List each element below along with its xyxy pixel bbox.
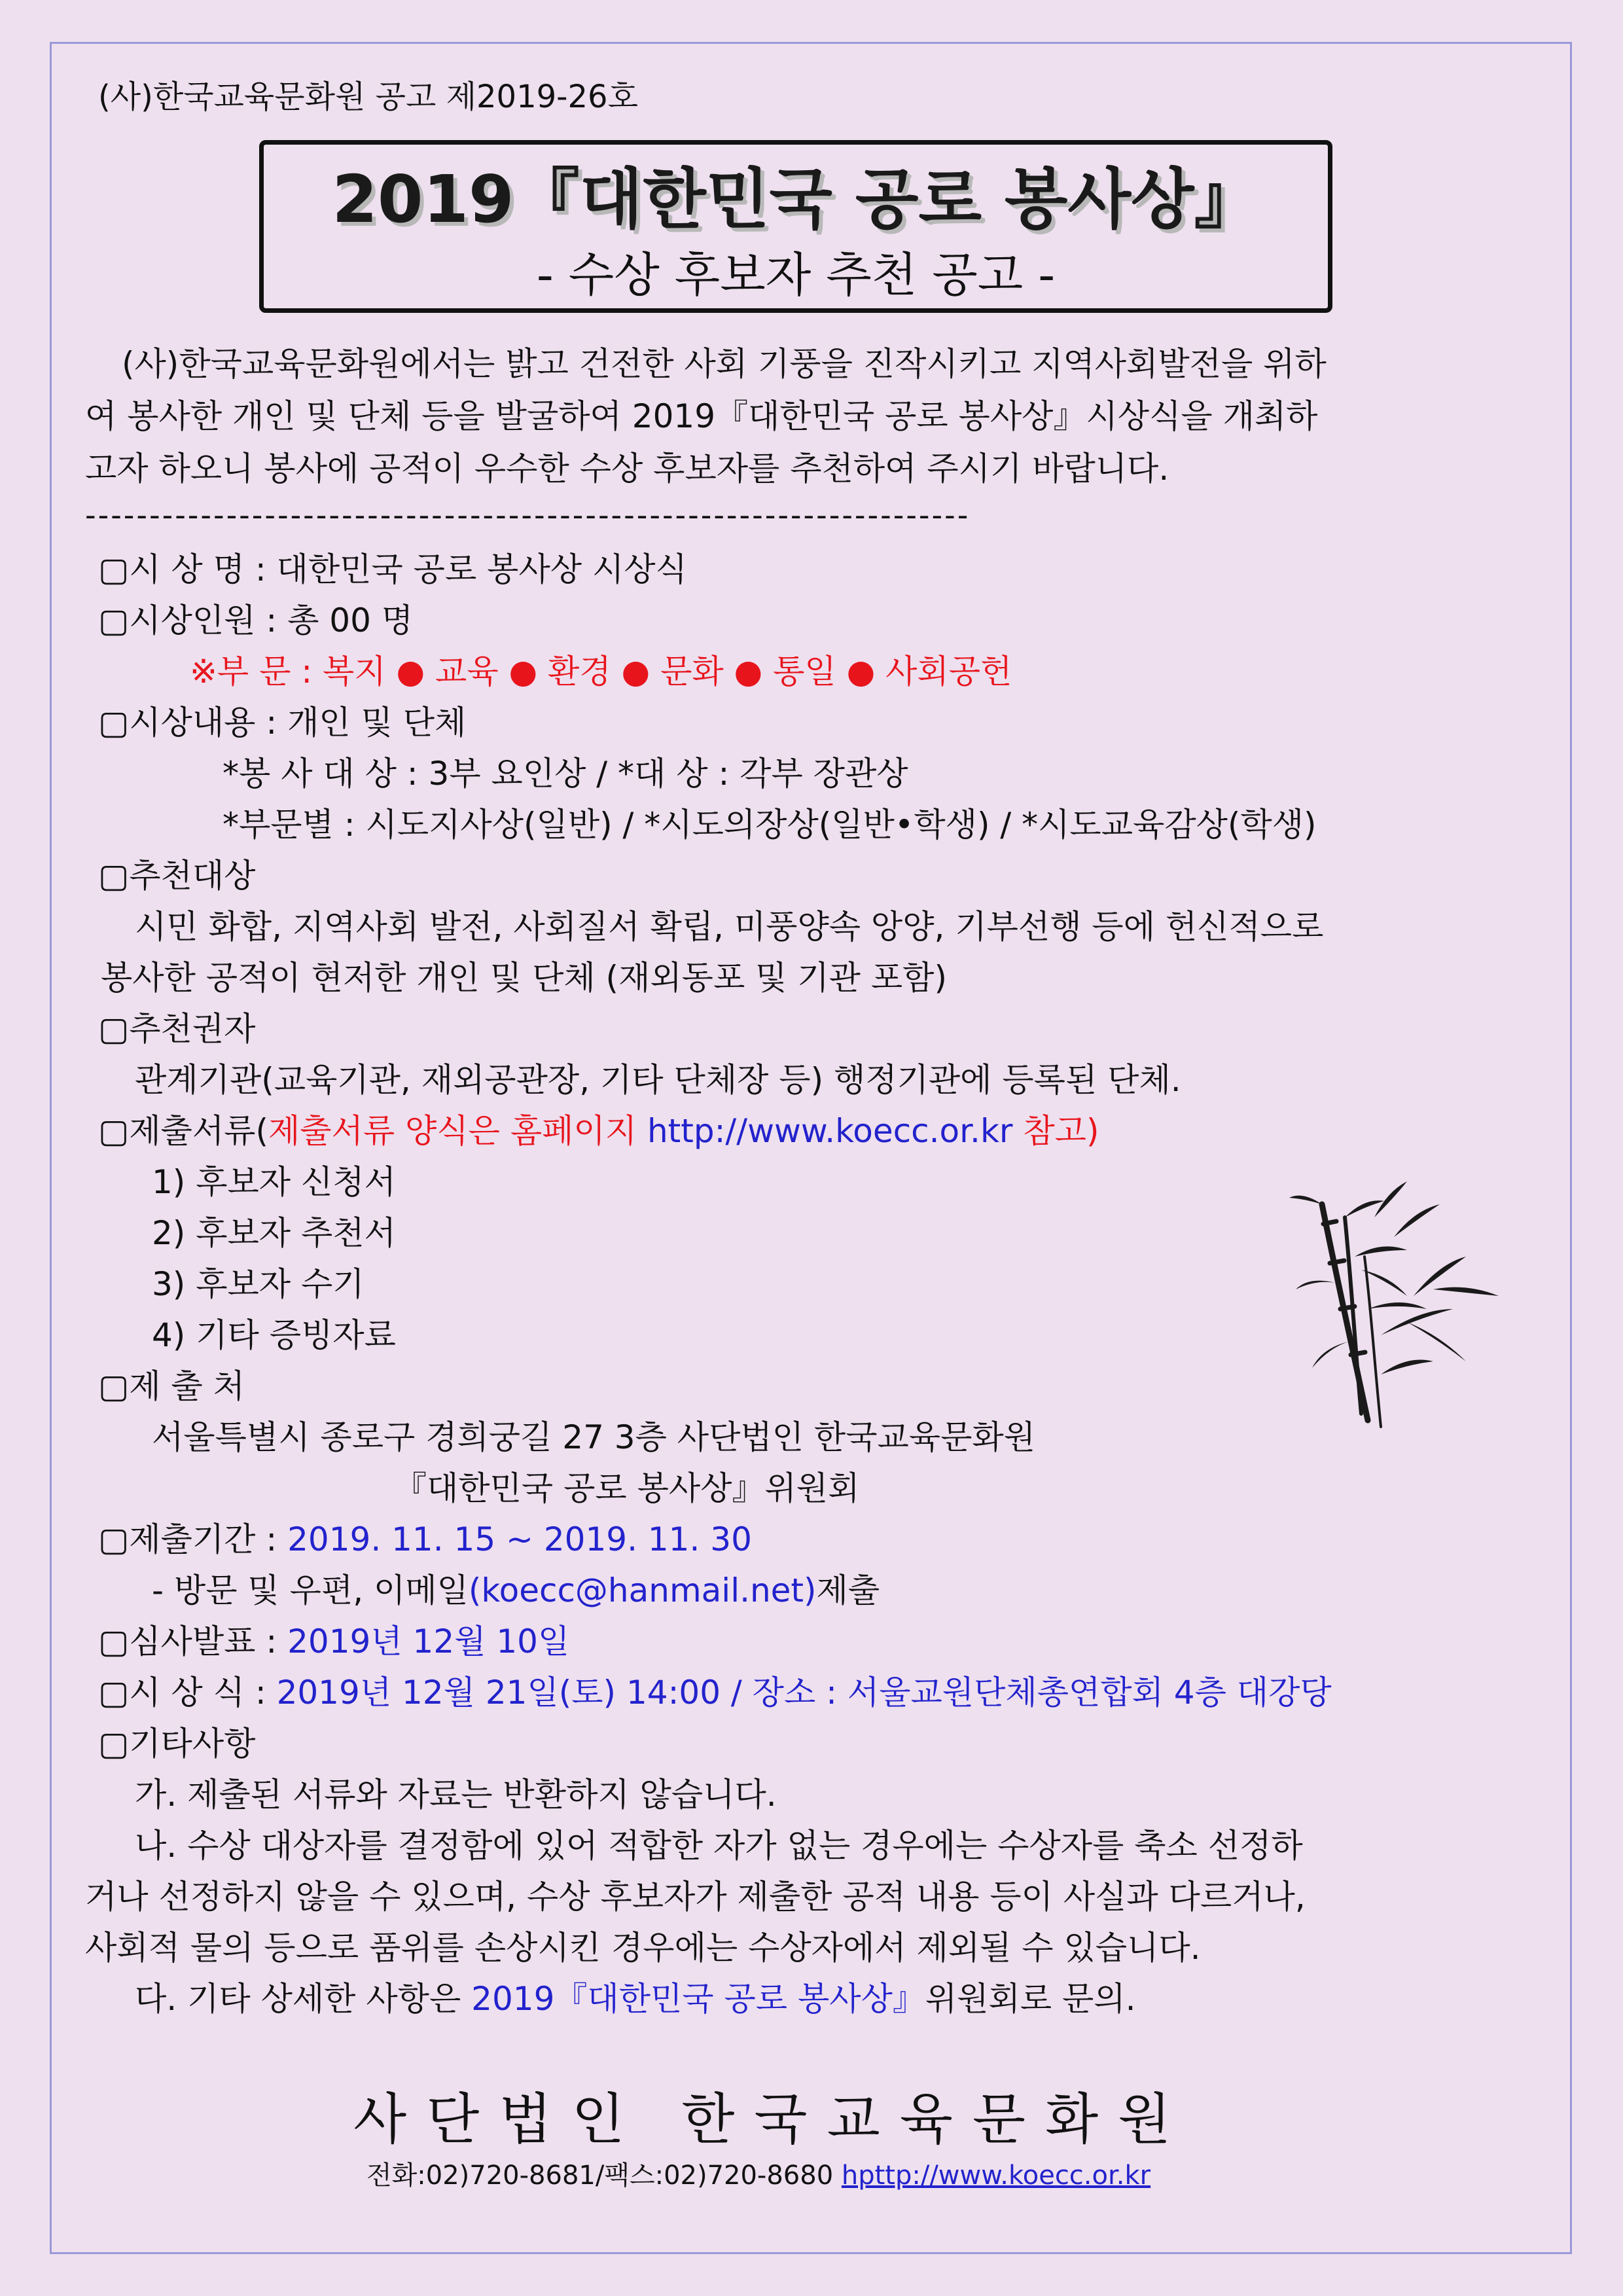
misc-c-suffix: 위원회로 문의. [925, 1980, 1136, 2018]
misc-c-award: 2019『대한민국 공로 봉사상』 [471, 1980, 925, 2018]
award-count: ▢시상인원 : 총 00 명 [98, 601, 414, 639]
misc-item-a: 가. 제출된 서류와 자료는 반환하지 않습니다. [135, 1776, 777, 1814]
misc-item-c [135, 1979, 1136, 2018]
eligibility-heading: ▢추천대상 [98, 857, 256, 895]
misc-item-b: 거나 선정하지 않을 수 있으며, 수상 후보자가 제출한 공적 내용 등이 사실과 다르거나, [85, 1878, 1306, 1916]
organization-signature: 사단법인 한국교육문화원 [353, 2087, 1191, 2151]
announcement-label: ▢심사발표 : [98, 1623, 288, 1660]
contact-info: 전화:02)720-8681/팩스:02)720-8680 [366, 2161, 842, 2191]
homepage-link[interactable]: http://www.koecc.or.kr [647, 1112, 1013, 1150]
documents-heading [98, 1111, 1099, 1151]
footer-homepage-link[interactable]: hpttp://www.koecc.or.kr [841, 2161, 1151, 2191]
title-box [259, 140, 1332, 313]
ceremony-value: 2019년 12월 21일(토) 14:00 / 장소 : 서울교원단체총연합회 4층 대강당 [276, 1674, 1332, 1712]
award-contents-line: *봉 사 대 상 : 3부 요인상 / *대 상 : 각부 장관상 [223, 755, 908, 793]
award-contents-line: *부문별 : 시도지사상(일반) / *시도의장상(일반•학생) / *시도교육감상(학생) [223, 806, 1317, 844]
divider: --------------------------------------------------------------------- [85, 497, 971, 533]
method-prefix: - 방문 및 우편, 이메일 [152, 1571, 469, 1609]
document-item: 3) 후보자 수기 [152, 1265, 365, 1303]
submit-address: 서울특별시 종로구 경희궁길 27 3층 사단법인 한국교육문화원 [152, 1418, 1035, 1456]
notice-number: (사)한국교육문화원 공고 제2019-26호 [98, 79, 638, 115]
intro-line: 고자 하오니 봉사에 공적이 우수한 수상 후보자를 추천하여 주시기 바랍니다. [85, 450, 1169, 488]
bamboo-illustration [1283, 1178, 1518, 1440]
misc-c-prefix: 다. 기타 상세한 사항은 [135, 1980, 472, 2018]
documents-note-end: 참고) [1012, 1112, 1099, 1150]
recommender-line: 관계기관(교육기관, 재외공관장, 기타 단체장 등) 행정기관에 등록된 단체. [135, 1061, 1181, 1099]
eligibility-line: 시민 화합, 지역사회 발전, 사회질서 확립, 미풍양속 앙양, 기부선행 등에 헌신적으로 [135, 908, 1324, 946]
period-label: ▢제출기간 : [98, 1520, 288, 1558]
misc-item-b: 사회적 물의 등으로 품위를 손상시킨 경우에는 수상자에서 제외될 수 있습니다. [85, 1929, 1201, 1967]
footer-contact [366, 2157, 1150, 2194]
announcement-value: 2019년 12월 10일 [287, 1623, 570, 1660]
submission-method [152, 1571, 880, 1610]
categories: ※부 문 : 복지 ● 교육 ● 환경 ● 문화 ● 통일 ● 사회공헌 [190, 653, 1012, 691]
ceremony-label: ▢시 상 식 : [98, 1674, 277, 1712]
misc-item-b: 나. 수상 대상자를 결정함에 있어 적합한 자가 없는 경우에는 수상자를 축소 선정하 [135, 1827, 1303, 1865]
intro-line: (사)한국교육문화원에서는 밝고 건전한 사회 기풍을 진작시키고 지역사회발전을 위하 [122, 345, 1327, 383]
page-title: 2019『대한민국 공로 봉사상』 [332, 161, 1260, 238]
period-value: 2019. 11. 15 ~ 2019. 11. 30 [287, 1520, 752, 1558]
submit-to-heading: ▢제 출 처 [98, 1367, 245, 1405]
award-name: ▢시 상 명 : 대한민국 공로 봉사상 시상식 [98, 550, 687, 588]
documents-label: ▢제출서류( [98, 1112, 268, 1150]
misc-heading: ▢기타사항 [98, 1725, 256, 1763]
ceremony [98, 1673, 1332, 1712]
page-subtitle: - 수상 후보자 추천 공고 - [536, 247, 1056, 302]
recommender-heading: ▢추천권자 [98, 1010, 256, 1048]
documents-note: 제출서류 양식은 홈페이지 [268, 1112, 647, 1150]
document-item: 2) 후보자 추천서 [152, 1214, 396, 1252]
award-contents-heading: ▢시상내용 : 개인 및 단체 [98, 704, 467, 742]
period [98, 1520, 752, 1559]
email-link[interactable]: (koecc@hanmail.net) [468, 1571, 817, 1609]
document-item: 4) 기타 증빙자료 [152, 1316, 396, 1354]
eligibility-line: 봉사한 공적이 현저한 개인 및 단체 (재외동포 및 기관 포함) [101, 959, 947, 997]
announcement [98, 1622, 569, 1661]
committee-name: 『대한민국 공로 봉사상』위원회 [394, 1469, 860, 1507]
method-suffix: 제출 [816, 1571, 880, 1609]
document-item: 1) 후보자 신청서 [152, 1163, 396, 1201]
intro-line: 여 봉사한 개인 및 단체 등을 발굴하여 2019『대한민국 공로 봉사상』시상식을 개최하 [85, 397, 1318, 435]
